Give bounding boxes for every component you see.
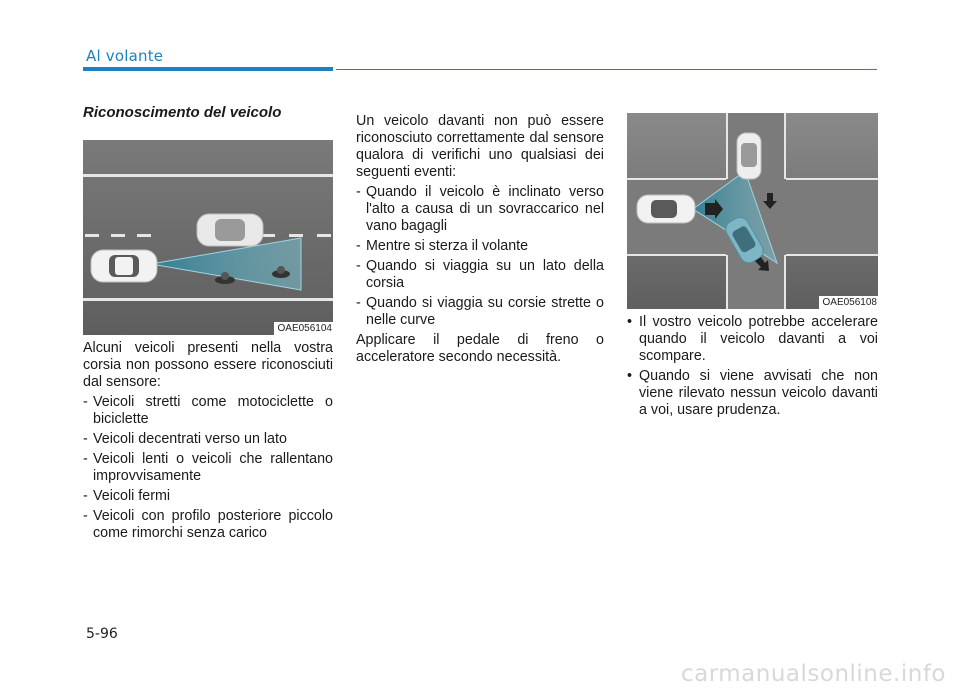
ego-car-icon <box>91 250 157 282</box>
dash-marker: - <box>83 488 88 504</box>
dash-marker: - <box>83 431 88 447</box>
intro-paragraph: Un veicolo davanti non può essere riconosciuto correttamente dal sensore qualora di verifichi uno qualsiasi dei seguenti eventi: <box>356 113 604 180</box>
list-item-text: Veicoli fermi <box>93 488 171 504</box>
list-item-text: Il vostro veicolo potrebbe accelerare quando il veicolo davanti a voi scompare. <box>639 314 878 364</box>
dash-marker: - <box>356 184 361 200</box>
condition-list <box>356 184 604 329</box>
list-item-text: Mentre si sterza il volante <box>366 238 529 254</box>
dash-marker: - <box>83 451 88 467</box>
list-item-text: Quando si viaggia su corsie strette o nelle curve <box>366 295 604 328</box>
dash-marker: - <box>356 238 361 254</box>
section-heading: Riconoscimento del veicolo <box>83 104 282 121</box>
header-rule-thick <box>83 67 333 71</box>
figure-code: OAE056104 <box>274 322 334 335</box>
list-item <box>356 238 604 255</box>
list-item <box>83 431 333 448</box>
warning-list <box>627 314 878 419</box>
list-item <box>627 314 878 365</box>
list-item <box>356 184 604 235</box>
page-number: 5-96 <box>86 626 118 642</box>
list-item-text: Quando il veicolo è inclinato verso l'alto a causa di un sovraccarico nel vano bagagli <box>366 184 604 234</box>
list-item-text: Quando si viene avvisati che non viene rilevato nessun veicolo davanti a voi, usare prudenza. <box>639 368 878 418</box>
intersection-illustration <box>627 113 878 309</box>
closing-paragraph: Applicare il pedale di freno o acceleratore secondo necessità. <box>356 332 604 365</box>
dash-marker: - <box>83 394 88 410</box>
dash-marker: - <box>356 258 361 274</box>
dash-marker: - <box>83 508 88 524</box>
list-item <box>356 258 604 292</box>
column-3 <box>627 314 878 422</box>
list-item <box>83 394 333 428</box>
list-item-text: Quando si viaggia su un lato della corsia <box>366 258 604 291</box>
figure-intersection <box>627 113 878 309</box>
car-ahead-icon <box>197 214 263 246</box>
header-rule-thin <box>336 69 877 70</box>
figure-vehicle-recognition <box>83 140 333 335</box>
figure-code: OAE056108 <box>819 296 879 309</box>
ego-car-icon <box>637 195 695 223</box>
dash-marker: - <box>356 295 361 311</box>
list-item <box>83 508 333 542</box>
list-item-text: Veicoli stretti come motociclette o biciclette <box>93 394 333 427</box>
list-item <box>356 295 604 329</box>
limitation-list <box>83 394 333 542</box>
bullet-marker: • <box>627 368 633 384</box>
list-item <box>627 368 878 419</box>
list-item <box>83 488 333 505</box>
column-2 <box>356 113 604 369</box>
section-title: Al volante <box>86 47 164 65</box>
car-ahead-icon <box>737 133 761 179</box>
list-item <box>83 451 333 485</box>
lane-illustration <box>83 140 333 335</box>
watermark: carmanualsonline.info <box>680 661 946 687</box>
bullet-marker: • <box>627 314 633 330</box>
list-item-text: Veicoli con profilo posteriore piccolo come rimorchi senza carico <box>93 508 333 541</box>
intro-paragraph: Alcuni veicoli presenti nella vostra corsia non possono essere riconosciuti dal sensore: <box>83 340 333 390</box>
column-1 <box>83 104 333 545</box>
list-item-text: Veicoli decentrati verso un lato <box>93 431 287 447</box>
list-item-text: Veicoli lenti o veicoli che rallentano improvvisamente <box>93 451 333 484</box>
